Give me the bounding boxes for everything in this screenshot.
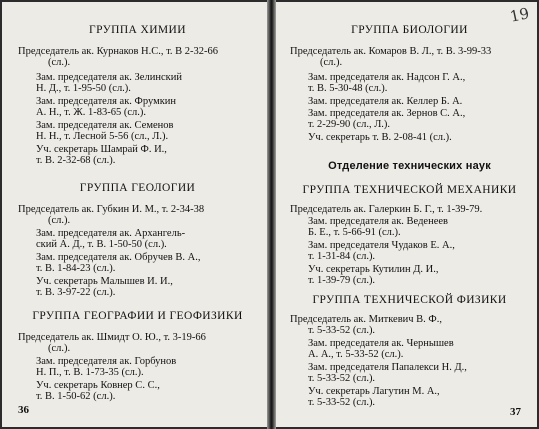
- line: Председатель ак. Шмидт О. Ю., т. 3-19-66: [18, 332, 206, 343]
- line: Уч. секретарь Шамрай Ф. И.,: [36, 144, 167, 155]
- line: Уч. секретарь Малышев И. И.,: [36, 276, 173, 287]
- line: (сл.).: [48, 343, 71, 354]
- line: Зам. председателя Чудаков Е. А.,: [308, 240, 455, 251]
- line: Председатель ак. Миткевич В. Ф.,: [290, 314, 442, 325]
- geo-deputy-2: [18, 252, 257, 274]
- line: ский А. Д., т. В. 1-50-50 (сл.).: [36, 239, 167, 250]
- line: т. 5-33-52 (сл.).: [308, 325, 376, 336]
- line: т. 1-31-84 (сл.).: [308, 251, 376, 262]
- line: (сл.).: [48, 215, 71, 226]
- line: Зам. председателя ак. Семенов: [36, 120, 174, 131]
- line: Председатель ак. Курнаков Н.С., т. В 2-32-66: [18, 46, 219, 57]
- mech-chairman: [290, 204, 529, 215]
- book-gutter: [267, 0, 276, 429]
- phys-secretary: [290, 386, 529, 408]
- line: т. 2-29-90 (сл., Л.).: [308, 119, 391, 130]
- line: Зам. председателя ак. Зелинский: [36, 72, 182, 83]
- line: Председатель ак. Губкин И. М., т. 2-34-38: [18, 204, 205, 215]
- line: Зам. председателя ак. Фрумкин: [36, 96, 177, 107]
- line: т. В. 5-30-48 (сл.).: [308, 83, 388, 94]
- page-number-right: 37: [510, 406, 521, 418]
- corner-handwritten-mark: 19: [508, 4, 531, 26]
- right-page: [276, 2, 537, 427]
- geog-deputy: [18, 356, 257, 378]
- chem-deputy-3: [18, 120, 257, 142]
- line: Уч. секретарь Кутилин Д. И.,: [308, 264, 439, 275]
- geog-secretary: [18, 380, 257, 402]
- line: Б. Е., т. 5-66-91 (сл.).: [308, 227, 401, 238]
- bio-chairman: [290, 46, 529, 68]
- line: т. 5-33-52 (сл.).: [308, 397, 376, 408]
- line: т. В. 1-84-23 (сл.).: [36, 263, 116, 274]
- line: т. В. 3-97-22 (сл.).: [36, 287, 116, 298]
- line: Зам. председателя Папалекси Н. Д.,: [308, 362, 467, 373]
- line: Председатель ак. Комаров В. Л., т. В. 3-99-33: [290, 46, 492, 57]
- group-biology-title: ГРУППА БИОЛОГИИ: [351, 24, 468, 36]
- line: (сл.).: [320, 57, 343, 68]
- mech-deputy-2: [290, 240, 529, 262]
- line: Зам. председателя ак. Архангель-: [36, 228, 186, 239]
- group-geography-title: ГРУППА ГЕОГРАФИИ И ГЕОФИЗИКИ: [32, 310, 243, 322]
- chem-secretary: [18, 144, 257, 166]
- line: (сл.).: [48, 57, 71, 68]
- line: Уч. секретарь т. В. 2-08-41 (сл.).: [308, 132, 452, 143]
- mech-secretary: [290, 264, 529, 286]
- line: Зам. председателя ак. Келлер Б. А.: [308, 96, 463, 107]
- line: т. 5-33-52 (сл.).: [308, 373, 376, 384]
- bio-deputy-2: [290, 96, 529, 107]
- line: Зам. председателя ак. Горбунов: [36, 356, 177, 367]
- geo-secretary: [18, 276, 257, 298]
- group-chemistry-title: ГРУППА ХИМИИ: [89, 24, 186, 36]
- bio-deputy-1: [290, 72, 529, 94]
- line: Председатель ак. Галеркин Б. Г., т. 1-39-79.: [290, 204, 483, 215]
- mech-deputy-1: [290, 216, 529, 238]
- phys-deputy-2: [290, 362, 529, 384]
- line: Н. Д., т. 1-95-50 (сл.).: [36, 83, 131, 94]
- group-geology-title: ГРУППА ГЕОЛОГИИ: [79, 182, 196, 194]
- line: т. В. 1-50-62 (сл.).: [36, 391, 116, 402]
- line: А. А., т. 5-33-52 (сл.).: [308, 349, 404, 360]
- phys-deputy-1: [290, 338, 529, 360]
- bio-deputy-3: [290, 108, 529, 130]
- group-tech-mechanics-title: ГРУППА ТЕХНИЧЕСКОЙ МЕХАНИКИ: [302, 184, 517, 196]
- line: Зам. председателя ак. Надсон Г. А.,: [308, 72, 466, 83]
- geog-chairman: [18, 332, 257, 354]
- line: Уч. секретарь Ковнер С. С.,: [36, 380, 160, 391]
- page-number-left: 36: [18, 404, 29, 416]
- line: Зам. председателя ак. Веденеев: [308, 216, 448, 227]
- phys-chairman: [290, 314, 529, 336]
- line: Н. Н., т. Лесной 5-56 (сл., Л.).: [36, 131, 169, 142]
- line: Зам. председателя ак. Зернов С. А.,: [308, 108, 466, 119]
- line: т. 1-39-79 (сл.).: [308, 275, 376, 286]
- geo-chairman: [18, 204, 257, 226]
- chem-deputy-2: [18, 96, 257, 118]
- line: А. Н., т. Ж. 1-83-65 (сл.).: [36, 107, 147, 118]
- left-page: [2, 2, 267, 427]
- chem-deputy-1: [18, 72, 257, 94]
- chem-chairman: [18, 46, 257, 68]
- group-tech-physics-title: ГРУППА ТЕХНИЧЕСКОЙ ФИЗИКИ: [312, 294, 507, 306]
- line: Зам. председателя ак. Обручев В. А.,: [36, 252, 201, 263]
- bio-secretary: [290, 132, 529, 143]
- line: Н. П., т. В. 1-73-35 (сл.).: [36, 367, 144, 378]
- geo-deputy-1: [18, 228, 257, 250]
- line: Уч. секретарь Лагутин М. А.,: [308, 386, 440, 397]
- line: т. В. 2-32-68 (сл.).: [36, 155, 116, 166]
- line: Зам. председателя ак. Чернышев: [308, 338, 454, 349]
- tech-sciences-section-title: Отделение технических наук: [328, 160, 491, 172]
